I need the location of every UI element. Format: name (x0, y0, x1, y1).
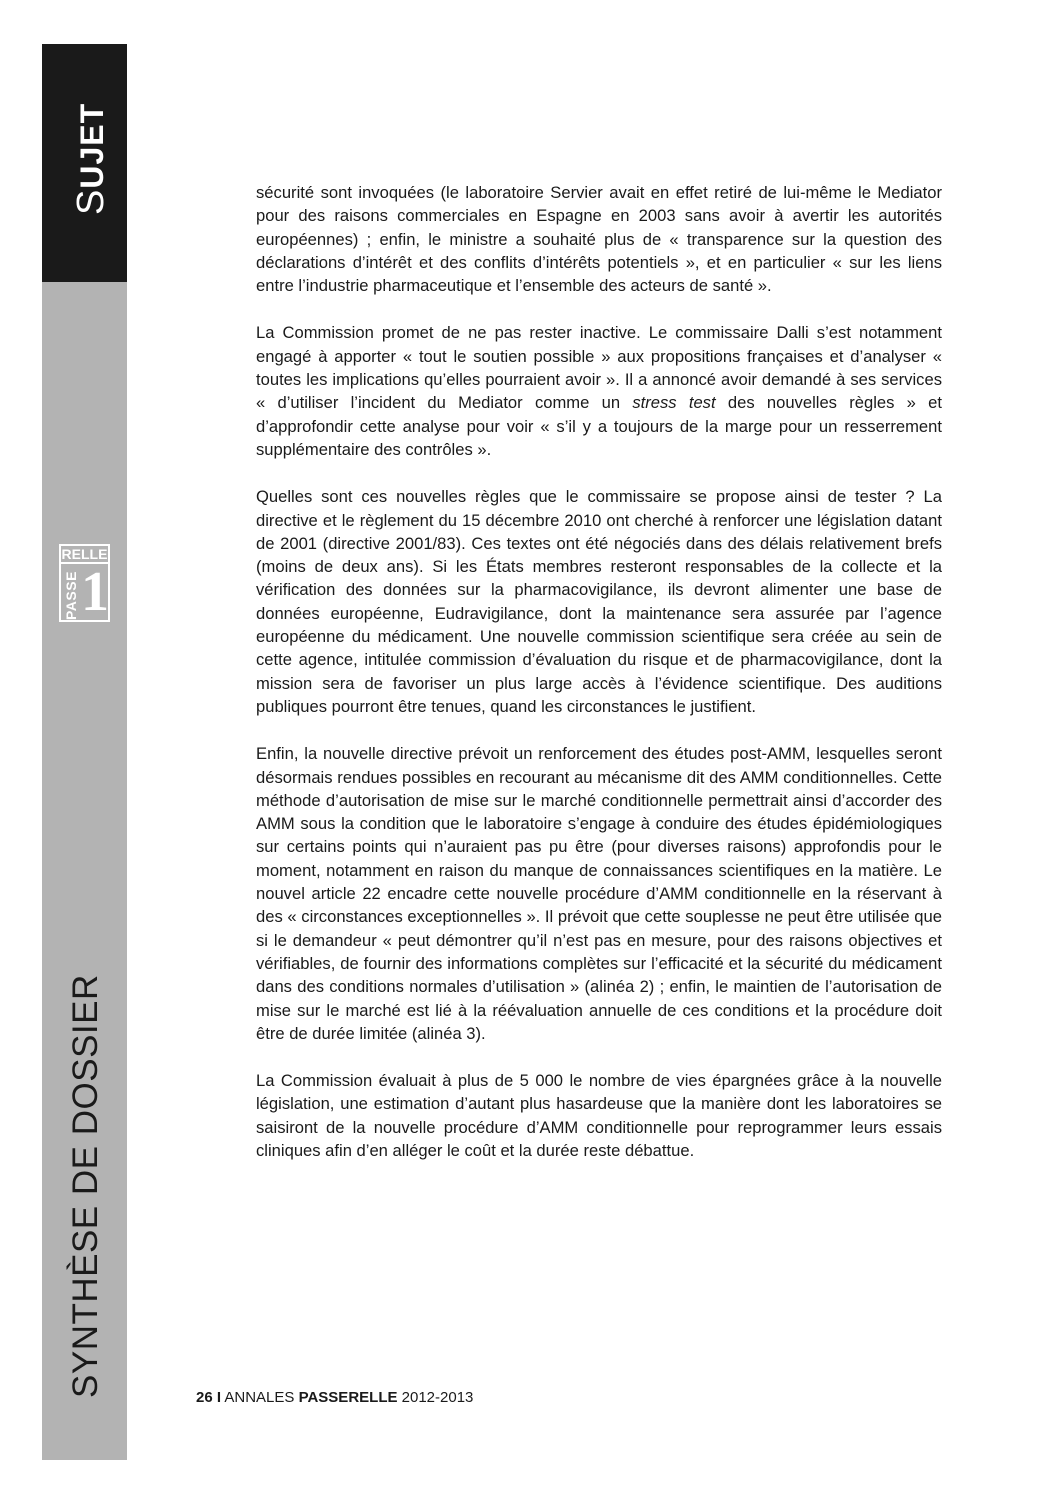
paragraph-2-end: des nouvelles règles » et d’approfondir cette analyse pour voir « s’il y a toujours de la marge pour un resserrement supplémentaire des contrôles ». (256, 393, 942, 459)
paragraph-3: Quelles sont ces nouvelles règles que le commissaire se propose ainsi de tester ? La directive et le règlement du 15 décembre 2010 ont cherché à renforcer une législation datant de 2001 (directive 2001/83). Ces textes ont été négociés dans des délais relativement brefs (moins de deux ans). Si les États membres resteront responsables de la collecte et la vérification des données sur la pharmacovigilance, ils devront alimenter une base de données européenne, Eudravigilance, dont la maintenance sera assurée par l’agence européenne du médicament. Une nouvelle commission scientifique sera créée au sein de cette agence, intitulée commission d’évaluation du risque et de pharmacovigilance, dont la mission sera de favoriser un plus large accès à l’évidence scientifique. Des auditions publiques pourront être tenues, quand les circonstances le justifient. (256, 487, 942, 716)
paragraph-5: La Commission évaluait à plus de 5 000 le nombre de vies épargnées grâce à la nouvelle législation, une estimation d’autant plus hasardeuse que la manière dont les laboratoires se saisiront de la nouvelle procédure d’AMM conditionnelle pour reprogrammer leurs essais cliniques afin d’en alléger le coût et la durée reste débattue. (256, 1071, 942, 1160)
logo-number: 1 (81, 561, 109, 623)
page-number: 26 (196, 1389, 213, 1406)
paragraph-2-italic: stress test (632, 393, 716, 413)
paragraph-2 (256, 321, 942, 461)
footer-brand: PASSERELLE (298, 1389, 398, 1406)
article-body (256, 181, 942, 1186)
section-title-synthese: SYNTHÈSE DE DOSSIER (66, 974, 105, 1398)
paragraph-2-start: La Commission promet de ne pas rester inactive. Le commissaire Dalli s’est notamment engagé à apporter « tout le soutien possible » aux propositions françaises et d’analyser « toutes les implications qu’elles pourraient avoir ». Il a annoncé avoir demandé à ses services « d’utiliser l’incident du Mediator comme un (256, 323, 942, 413)
passerelle-logo (59, 544, 110, 622)
footer-annales: ANNALES (224, 1389, 295, 1406)
sujet-initial: S (70, 188, 112, 215)
section-label-sujet (70, 103, 113, 215)
paragraph-1: sécurité sont invoquées (le laboratoire Servier avait en effet retiré de lui-même le Mediator pour des raisons commerciales en Espagne en 2003 sans avoir à avertir les autorités européennes) ; enfin, le ministre a souhaité plus de « transparence sur la question des déclarations d’intérêt et des conflits d’intérêts potentiels », et en particulier « sur les liens entre l’industrie pharmaceutique et l’ensemble des acteurs de santé ». (256, 183, 942, 296)
logo-relle-text: RELLE (61, 546, 108, 562)
page-footer (196, 1389, 473, 1406)
footer-separator: I (216, 1389, 222, 1406)
sujet-rest: UJET (74, 102, 110, 189)
logo-passe-text: PASSE (63, 571, 79, 620)
footer-years: 2012-2013 (401, 1389, 474, 1406)
paragraph-4: Enfin, la nouvelle directive prévoit un renforcement des études post-AMM, lesquelles seront désormais rendues possibles en recourant au mécanisme dit des AMM conditionnelles. Cette méthode d’autorisation de mise sur le marché conditionnelle permettrait ainsi d’accorder des AMM sous la condition que le laboratoire s’engage à conduire des études épidémiologiques sur certains points qui n’auraient pas pu être (pour diverses raisons) approfondis pour le moment, notamment en raison du manque de connaissances scientifiques en la matière. Le nouvel article 22 encadre cette nouvelle procédure d’AMM conditionnelle en la réservant à des « circonstances exceptionnelles ». Il prévoit que cette souplesse ne peut être utilisée que si le demandeur « peut démontrer qu’il n’est pas en mesure, pour des raisons objectives et vérifiables, de fournir des informations complètes sur l’efficacité et la sécurité du médicament dans des conditions normales d’utilisation » (alinéa 2) ; enfin, le maintien de l’autorisation de mise sur le marché est lié à la réévaluation annuelle de ces conditions et la procédure doit être de durée limitée (alinéa 3). (256, 744, 942, 1043)
